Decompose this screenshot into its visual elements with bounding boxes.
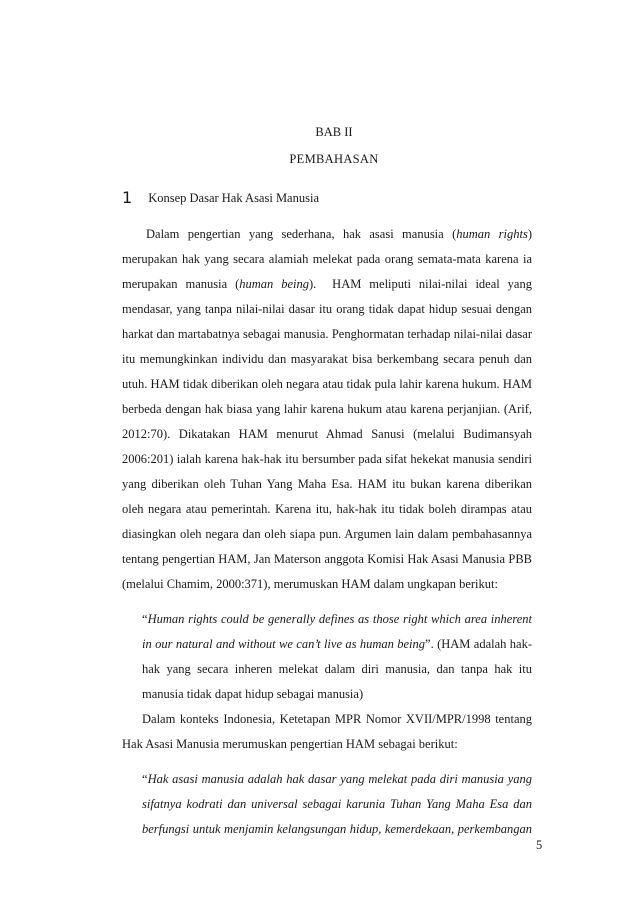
section-title: Konsep Dasar Hak Asasi Manusia: [148, 191, 319, 205]
paragraph-line: 2006:201) ialah karena hak-hak itu bersumber pada sifat hekekat manusia sendiri: [122, 452, 532, 466]
italic-quote: Hak asasi manusia adalah hak dasar yang melekat pada diri manusia yang: [147, 772, 532, 786]
paragraph-line: itu memungkinkan individu dan masyarakat bisa berkembang secara penuh dan: [122, 352, 532, 366]
quote-line: in our natural and without we can’t live as human being”. (HAM adalah hak-: [142, 637, 532, 651]
paragraph-line: yang diberikan oleh Tuhan Yang Maha Esa. HAM itu bukan karena diberikan: [122, 477, 532, 491]
paragraph-line: mendasar, yang tanpa nilai-nilai dasar itu orang tidak dapat hidup sesuai dengan: [122, 302, 532, 316]
quote-line: [142, 822, 532, 837]
italic-quote: sifatnya kodrati dan universal sebagai karunia Tuhan Yang Maha Esa dan: [142, 797, 532, 811]
section-heading: [122, 188, 319, 207]
italic-quote: berfungsi untuk menjamin kelangsungan hidup, kemerdekaan, perkembangan: [142, 822, 532, 836]
paragraph-line: merupakan manusia (human being). HAM meliputi nilai-nilai ideal yang: [122, 277, 532, 291]
chapter-heading: BAB II: [315, 125, 353, 139]
paragraph-line: oleh negara atau pemerintah. Karena itu, hak-hak itu tidak boleh dirampas atau: [122, 502, 532, 516]
paragraph-line: tentang pengertian HAM, Jan Materson anggota Komisi Hak Asasi Manusia PBB: [122, 552, 532, 566]
quote-line: hak yang secara inheren melekat dalam diri manusia, dan tanpa hak itu: [142, 662, 532, 676]
page-number: 5: [536, 838, 543, 852]
paragraph-line: Dalam pengertian yang sederhana, hak asasi manusia (human rights): [146, 227, 532, 241]
quote-line: “Hak asasi manusia adalah hak dasar yang melekat pada diri manusia yang: [142, 772, 532, 786]
paragraph-line: berbeda dengan hak biasa yang lahir karena hukum atau karena perjanjian. (Arif,: [122, 402, 532, 416]
paragraph-line: harkat dan martabatnya sebagai manusia. Penghormatan terhadap nilai-nilai dasar: [122, 327, 532, 341]
paragraph-line: Dalam konteks Indonesia, Ketetapan MPR Nomor XVII/MPR/1998 tentang: [142, 712, 532, 726]
paragraph-line: (melalui Chamim, 2000:371), merumuskan HAM dalam ungkapan berikut:: [122, 577, 498, 591]
paragraph-line: diasingkan oleh negara dan oleh siapa pun. Argumen lain dalam pembahasannya: [122, 527, 532, 541]
italic-quote: Human rights could be generally defines as those right which area inherent: [147, 612, 532, 626]
italic-quote: in our natural and without we can’t live as human being: [142, 637, 426, 651]
quote-line: manusia tidak dapat hidup sebagai manusia): [142, 687, 364, 701]
quote-line: “Human rights could be generally defines as those right which area inherent: [142, 612, 532, 626]
paragraph-line: 2012:70). Dikatakan HAM menurut Ahmad Sanusi (melalui Budimansyah: [122, 427, 532, 441]
paragraph-line: Hak Asasi Manusia merumuskan pengertian HAM sebagai berikut:: [122, 737, 458, 751]
chapter-title: PEMBAHASAN: [289, 152, 379, 166]
paragraph-line: merupakan hak yang secara alamiah melekat pada orang semata-mata karena ia: [122, 252, 532, 266]
italic-term: human rights: [456, 227, 528, 241]
section-number: 1: [122, 188, 133, 207]
italic-term: human being: [239, 277, 309, 291]
paragraph-line: utuh. HAM tidak diberikan oleh negara atau tidak pula lahir karena hukum. HAM: [122, 377, 532, 391]
quote-line: [142, 797, 532, 812]
